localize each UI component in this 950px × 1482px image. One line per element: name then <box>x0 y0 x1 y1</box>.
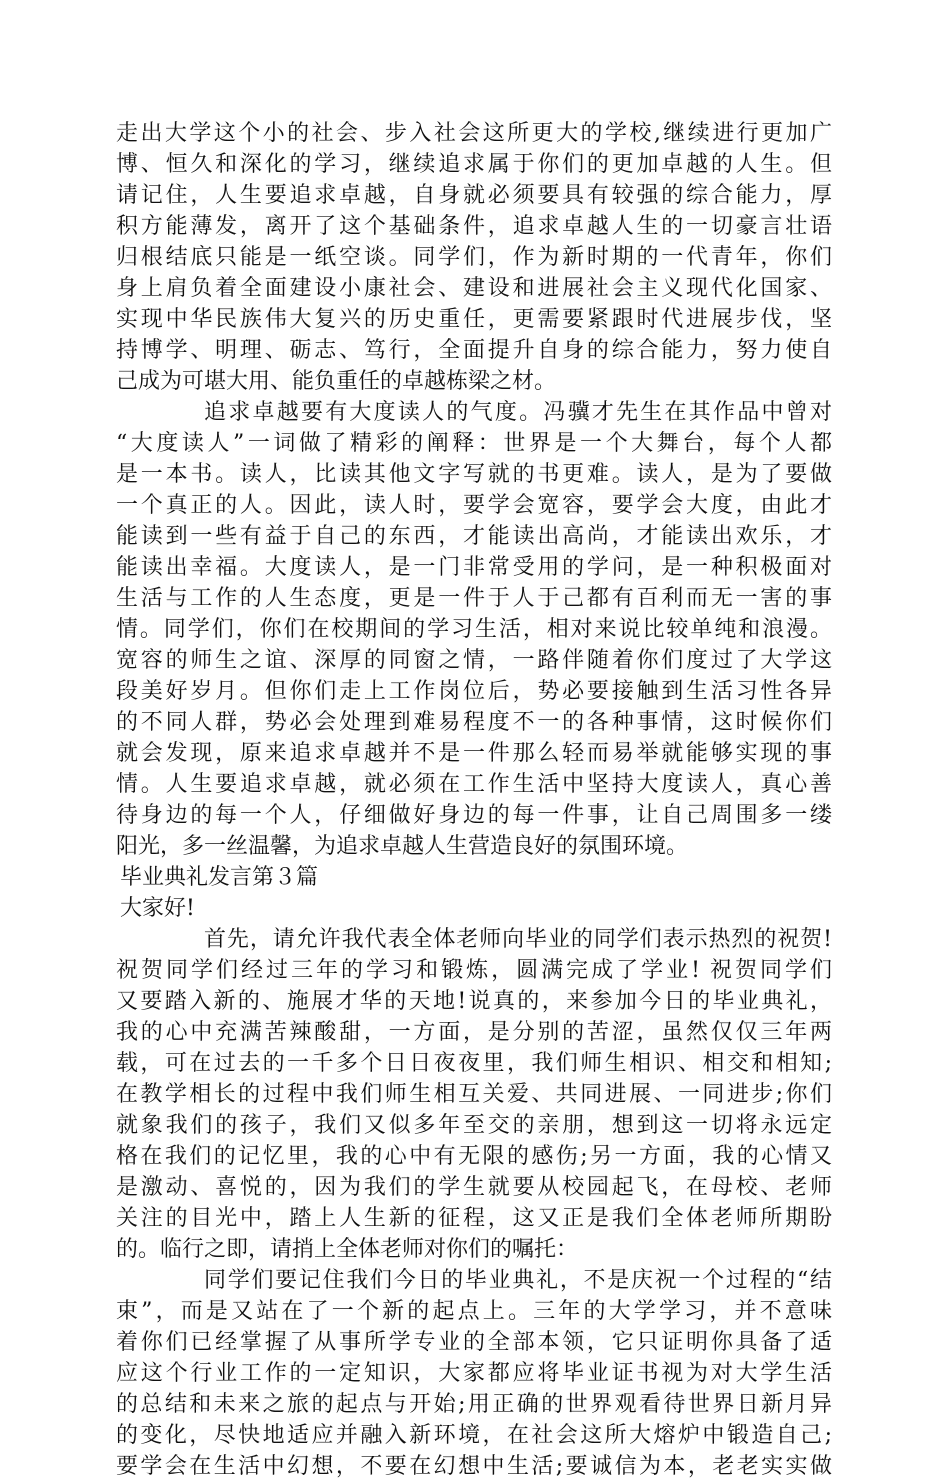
text-line: 走出大学这个小的社会、步入社会这所更大的学校,继续进行更加广 <box>116 121 832 146</box>
text-line: 载，可在过去的一千多个日日夜夜里，我们师生相识、相交和相知; <box>116 1051 832 1076</box>
greeting-line: 大家好! <box>120 896 195 921</box>
text-line: 积方能薄发，离开了这个基础条件，追求卓越人生的一切豪言壮语 <box>116 214 832 239</box>
text-line: 的变化，尽快地适应并融入新环境，在社会这所大熔炉中锻造自己; <box>116 1423 832 1448</box>
section-heading: 毕业典礼发言第３篇 <box>120 865 319 890</box>
text-line: 情。同学们，你们在校期间的学习生活，相对来说比较单纯和浪漫。 <box>116 617 832 642</box>
text-line: 实现中华民族伟大复兴的历史重任，更需要紧跟时代进展步伐，坚 <box>116 307 832 332</box>
text-line: 归根结底只能是一纸空谈。同学们，作为新时期的一代青年，你们 <box>116 245 832 270</box>
text-line: 宽容的师生之谊、深厚的同窗之情，一路伴随着你们度过了大学这 <box>116 648 832 673</box>
text-line: 是一本书。读人，比读其他文字写就的书更难。读人，是为了要做 <box>116 462 832 487</box>
text-line: 关注的目光中，踏上人生新的征程，这又正是我们全体老师所期盼 <box>116 1206 832 1231</box>
document-body <box>116 118 832 1482</box>
text-line: 的。临行之即，请捎上全体老师对你们的嘱托： <box>116 1237 579 1262</box>
text-line: 身上肩负着全面建设小康社会、建设和进展社会主义现代化国家、 <box>116 276 832 301</box>
text-line: 阳光，多一丝温馨，为追求卓越人生营造良好的氛围环境。 <box>116 834 689 859</box>
text-line: 追求卓越要有大度读人的气度。冯骥才先生在其作品中曾对 <box>204 400 832 425</box>
text-line: 祝贺同学们经过三年的学习和锻炼，圆满完成了学业! 祝贺同学们 <box>116 958 832 983</box>
text-line: 持博学、明理、砺志、笃行，全面提升自身的综合能力，努力使自 <box>116 338 832 363</box>
text-line: 首先，请允许我代表全体老师向毕业的同学们表示热烈的祝贺! <box>204 927 832 952</box>
text-line: 应这个行业工作的一定知识，大家都应将毕业证书视为对大学生活 <box>116 1361 832 1386</box>
text-line: 的总结和未来之旅的起点与开始;用正确的世界观看待世界日新月异 <box>116 1392 832 1417</box>
text-line: 己成为可堪大用、能负重任的卓越栋梁之材。 <box>116 369 557 394</box>
paragraph-2 <box>116 397 832 862</box>
text-line: 情。人生要追求卓越，就必须在工作生活中坚持大度读人，真心善 <box>116 772 832 797</box>
text-line: 生活与工作的人生态度，更是一件于人于己都有百利而无一害的事 <box>116 586 832 611</box>
paragraph-1 <box>116 118 832 397</box>
text-line: 格在我们的记忆里，我的心中有无限的感伤;另一方面，我的心情又 <box>116 1144 832 1169</box>
text-line: 就象我们的孩子，我们又似多年至交的亲朋，想到这一切将永远定 <box>116 1113 832 1138</box>
text-line: 是激动、喜悦的，因为我们的学生就要从校园起飞，在母校、老师 <box>116 1175 832 1200</box>
text-line: “大度读人”一词做了精彩的阐释：世界是一个大舞台，每个人都 <box>116 431 832 456</box>
text-line: 请记住，人生要追求卓越，自身就必须要具有较强的综合能力，厚 <box>116 183 832 208</box>
text-line: 束”，而是又站在了一个新的起点上。三年的大学学习，并不意味 <box>116 1299 832 1324</box>
text-line: 待身边的每一个人，仔细做好身边的每一件事，让自己周围多一缕 <box>116 803 832 828</box>
text-line: 在教学相长的过程中我们师生相互关爱、共同进展、一同进步;你们 <box>116 1082 832 1107</box>
text-line: 同学们要记住我们今日的毕业典礼，不是庆祝一个过程的“结 <box>204 1268 832 1293</box>
text-line: 一个真正的人。因此，读人时，要学会宽容，要学会大度，由此才 <box>116 493 832 518</box>
text-line: 博、恒久和深化的学习，继续追求属于你们的更加卓越的人生。但 <box>116 152 832 177</box>
text-line: 着你们已经掌握了从事所学专业的全部本领，它只证明你具备了适 <box>116 1330 832 1355</box>
text-line: 就会发现，原来追求卓越并不是一件那么轻而易举就能够实现的事 <box>116 741 832 766</box>
text-line: 段美好岁月。但你们走上工作岗位后，势必要接触到生活习性各异 <box>116 679 832 704</box>
paragraph-3 <box>116 924 832 1265</box>
text-line: 要学会在生活中幻想，不要在幻想中生活;要诚信为本，老老实实做 <box>116 1454 832 1479</box>
text-line: 又要踏入新的、施展才华的天地!说真的，来参加今日的毕业典礼， <box>116 989 832 1014</box>
text-line: 我的心中充满苦辣酸甜，一方面，是分别的苦涩，虽然仅仅三年两 <box>116 1020 832 1045</box>
text-line: 能读到一些有益于自己的东西，才能读出高尚，才能读出欢乐，才 <box>116 524 832 549</box>
paragraph-4 <box>116 1265 832 1482</box>
text-line: 的不同人群，势必会处理到难易程度不一的各种事情，这时候你们 <box>116 710 832 735</box>
text-line: 能读出幸福。大度读人，是一门非常受用的学问，是一种积极面对 <box>116 555 832 580</box>
